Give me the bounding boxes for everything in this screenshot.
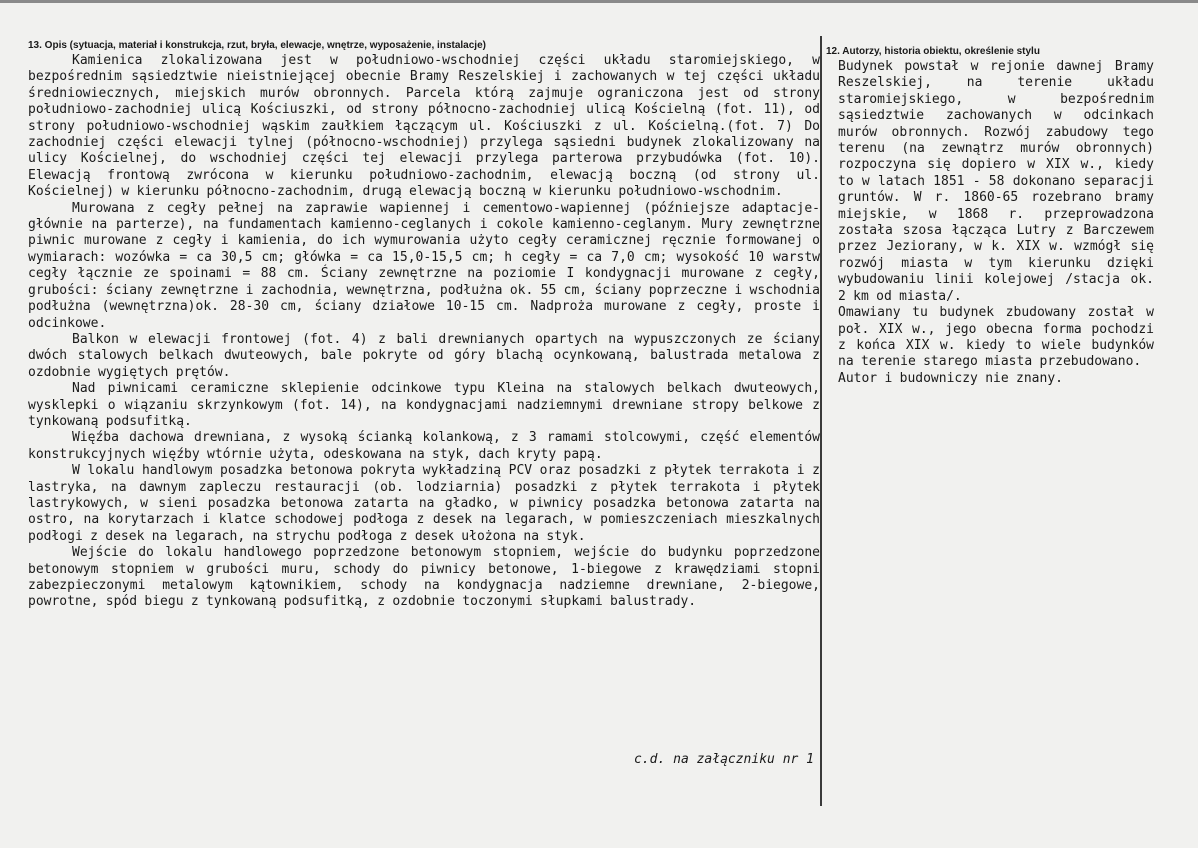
section-13-heading: 13. Opis (sytuacja, materiał i konstrukcja, rzut, bryła, elewacje, wnętrze, wyposażenie, instalacje) (28, 40, 486, 51)
paragraph-stairs: Wejście do lokalu handlowego poprzedzone betonowym stopniem, wejście do budynku poprzedzone betonowym stopniem w grubości muru, schody do piwnicy betonowe, 1-biegowe z krawędziami stopni zabezpieczonymi metalowym kątownikiem, schody na kondygnacja nadziemne drewniane, 2-biegowe, powrotne, spód biegu z tynkowaną podsufitką, z ozdobnie toczonymi słupkami balustrady. (28, 545, 820, 610)
paragraph-masonry: Murowana z cegły pełnej na zaprawie wapiennej i cementowo-wapiennej (późniejsze adaptacje-głównie na parterze), na fundamentach kamienno-ceglanych i cokole kamienno-ceglanym. Mury zewnętrzne piwnic murowane z cegły i kamienia, do ich wymurowania użyto cegły ceramicznej ręcznie formowanej o wymiarach: wozówka = ca 30,5 cm; główka = ca 15,0-15,5 cm; h cegły = ca 7,0 cm; wysokość 10 warstw cegły łącznie ze spoinami = 88 cm. Ściany zewnętrzne na poziomie I kondygnacji murowane z cegły, grubości: ściany zewnętrzne i zachodnia, wewnętrzna, podłużna ok. 55 cm, ściany poprzeczne i wschodnia podłużna (wewnętrzna)ok. 28-30 cm, ściany działowe 10-15 cm. Nadproża murowane z cegły, proste i odcinkowe. (28, 200, 820, 331)
paragraph-balcony: Balkon w elewacji frontowej (fot. 4) z bali drewnianych opartych na wypuszczonych ze ściany dwóch stalowych belkach dwuteowych, bale pokryte od góry blachą ocynkowaną, balustrada metalowa z ozdobnie wygiętych prętów. (28, 331, 820, 380)
section-12-history (824, 40, 1176, 810)
paragraph-location: Kamienica zlokalizowana jest w południowo-wschodniej części układu staromiejskiego, w bezpośrednim sąsiedztwie nieistniejącej obecnie Bramy Reszelskiej i zachowanych w tej części układu średniowiecznych, miejskich murów obronnych. Parcela którą zajmuje ograniczona jest od strony południowo-zachodniej ulicą Kościuszki, od strony północno-zachodniej ulicą Kościelną (fot. 11), od strony południowo-wschodniej wąskim zaułkiem łączącym ul. Kościuszki z ul. Kościelną.(fot. 7) Do zachodniej części elewacji tylnej (północno-wschodniej) przylega sąsiedni budynek zlokalizowany na ulicy Kościelnej, do wschodniej części tej elewacji przylega parterowa przybudówka (fot. 10). Elewacją frontową zwrócona w kierunku południowo-zachodnim, elewacją boczną (od strony ul. Kościelnej) w kierunku północno-zachodnim, drugą elewacją boczną w kierunku południowo-wschodnim. (28, 53, 820, 200)
continuation-note: c.d. na załączniku nr 1 (633, 752, 814, 767)
section-13-body (28, 53, 820, 611)
section-13-description (28, 40, 820, 810)
section-12-body (838, 59, 1154, 387)
paragraph-vaults: Nad piwnicami ceramiczne sklepienie odcinkowe typu Kleina na stalowych belkach dwuteowych, wysklepki o wiązaniu skrzynkowym (fot. 14), na kondygnacjami nadziemnymi drewniane stropy belkowe z tynkowaną podsufitką. (28, 381, 820, 429)
paragraph-floors: W lokalu handlowym posadzka betonowa pokryta wykładziną PCV oraz posadzki z płytek terrakota i z lastryka, na dawnym zapleczu restauracji (ob. lodziarnia) posadzki z płytek terrakota i płytek lastrykowych, w sieni posadzka betonowa zatarta na gładko, w piwnicy posadzka betonowa zatarta na ostro, na korytarzach i klatce schodowej podłoga z desek na legarach, w pomieszczeniach mieszkalnych podłogi z desek na legarach, na strychu podłoga z desek ułożona na styk. (28, 463, 820, 544)
column-divider (820, 36, 822, 806)
paragraph-roof: Więźba dachowa drewniana, z wysoką ścianką kolankową, z 3 ramami stolcowymi, część elementów konstrukcyjnych więźby wtórnie użyta, odeskowana na styk, dach kryty papą. (28, 430, 820, 462)
paragraph-author: Autor i budowniczy nie znany. (838, 370, 1063, 386)
top-border (0, 0, 1198, 3)
paragraph-history: Budynek powstał w rejonie dawnej Bramy Reszelskiej, na terenie układu staromiejskiego, w bezpośrednim sąsiedztwie zachowanych w odcinkach murów obronnych. Rozwój zabudowy tego terenu (na zewnątrz murów obronnych) rozpoczyna się dopiero w XIX w., kiedy to w latach 1851 - 58 dokonano separacji gruntów. W r. 1860-65 rozebrano bramy miejskie, w 1868 r. przeprowadzona została szosa łącząca Lutry z Barczewem przez Jeziorany, w k. XIX w. wzmógł się rozwój miasta w tym kierunku dzięki wybudowaniu linii kolejowej /stacja ok. 2 km od miasta/. (838, 59, 1154, 304)
section-12-heading: 12. Autorzy, historia obiektu, określenie stylu (826, 46, 1040, 57)
paragraph-building-date: Omawiany tu budynek zbudowany został w poł. XIX w., jego obecna forma pochodzi z końca XIX w. kiedy to wiele budynków na terenie starego miasta przebudowano. (838, 305, 1154, 370)
